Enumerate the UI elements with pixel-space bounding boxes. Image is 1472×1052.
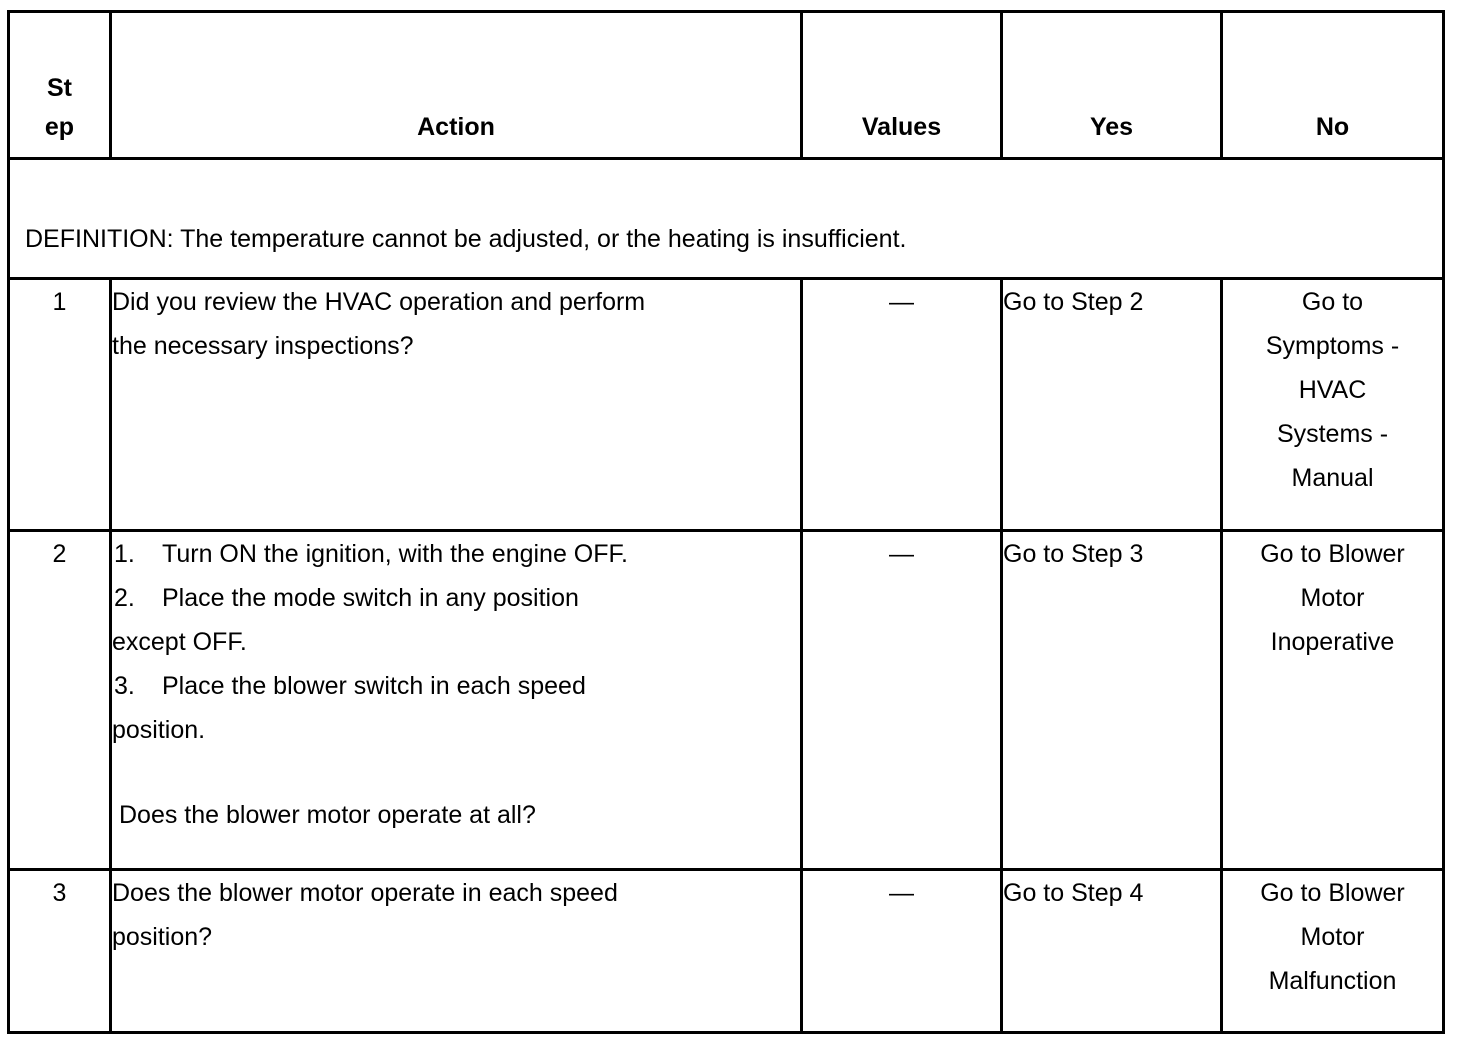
list-item-number: 2. — [114, 584, 135, 612]
list-item-continuation: position. — [112, 716, 206, 744]
header-step — [9, 12, 111, 159]
no-line: Go to Blower — [1260, 540, 1405, 568]
list-item-number: 3. — [114, 672, 135, 700]
no-line: Motor — [1300, 923, 1365, 951]
header-yes: Yes — [1002, 12, 1222, 159]
step-number: 2 — [9, 531, 111, 870]
values-cell: — — [802, 870, 1002, 1033]
no-line: Go to — [1301, 288, 1364, 316]
action-question: Does the blower motor operate at all? — [119, 801, 536, 829]
header-row — [9, 12, 1444, 159]
list-item-text: Turn ON the ignition, with the engine OFF. — [162, 540, 628, 568]
action-line: Did you review the HVAC operation and perform — [112, 288, 646, 316]
definition-text: DEFINITION: The temperature cannot be adjusted, or the heating is insufficient. — [9, 159, 1444, 279]
table-row-step-2 — [9, 531, 1444, 870]
action-line: the necessary inspections? — [112, 332, 414, 360]
header-action: Action — [111, 12, 802, 159]
action-cell — [111, 279, 802, 531]
list-item — [112, 576, 800, 620]
table-row-step-1 — [9, 279, 1444, 531]
action-cell — [111, 870, 802, 1033]
step-number: 1 — [9, 279, 111, 531]
list-item-text: Place the mode switch in any position — [162, 584, 579, 612]
no-line: Inoperative — [1270, 628, 1395, 656]
yes-cell: Go to Step 3 — [1002, 531, 1222, 870]
action-cell — [111, 531, 802, 870]
step-number: 3 — [9, 870, 111, 1033]
list-item-continuation: except OFF. — [112, 628, 247, 656]
diagnostic-table — [7, 10, 1445, 1034]
yes-cell: Go to Step 4 — [1002, 870, 1222, 1033]
definition-row — [9, 159, 1444, 279]
list-item-number: 1. — [114, 540, 135, 568]
no-line: Malfunction — [1268, 967, 1397, 995]
no-cell — [1222, 279, 1444, 531]
no-line: Manual — [1291, 464, 1374, 492]
action-line: position? — [112, 923, 213, 951]
header-step-line1: St — [47, 74, 72, 102]
values-cell: — — [802, 279, 1002, 531]
list-item-text: Place the blower switch in each speed — [162, 672, 586, 700]
list-item — [112, 664, 800, 708]
no-line: Systems - — [1276, 420, 1389, 448]
no-line: Symptoms - — [1265, 332, 1400, 360]
no-line: Go to Blower — [1260, 879, 1405, 907]
list-item — [112, 532, 800, 576]
yes-cell: Go to Step 2 — [1002, 279, 1222, 531]
header-step-line2: ep — [44, 113, 75, 141]
header-no: No — [1222, 12, 1444, 159]
header-values: Values — [802, 12, 1002, 159]
no-line: Motor — [1300, 584, 1365, 612]
values-cell: — — [802, 531, 1002, 870]
no-cell — [1222, 531, 1444, 870]
table-row-step-3 — [9, 870, 1444, 1033]
no-line: HVAC — [1298, 376, 1367, 404]
action-line: Does the blower motor operate in each speed — [112, 879, 618, 907]
no-cell — [1222, 870, 1444, 1033]
